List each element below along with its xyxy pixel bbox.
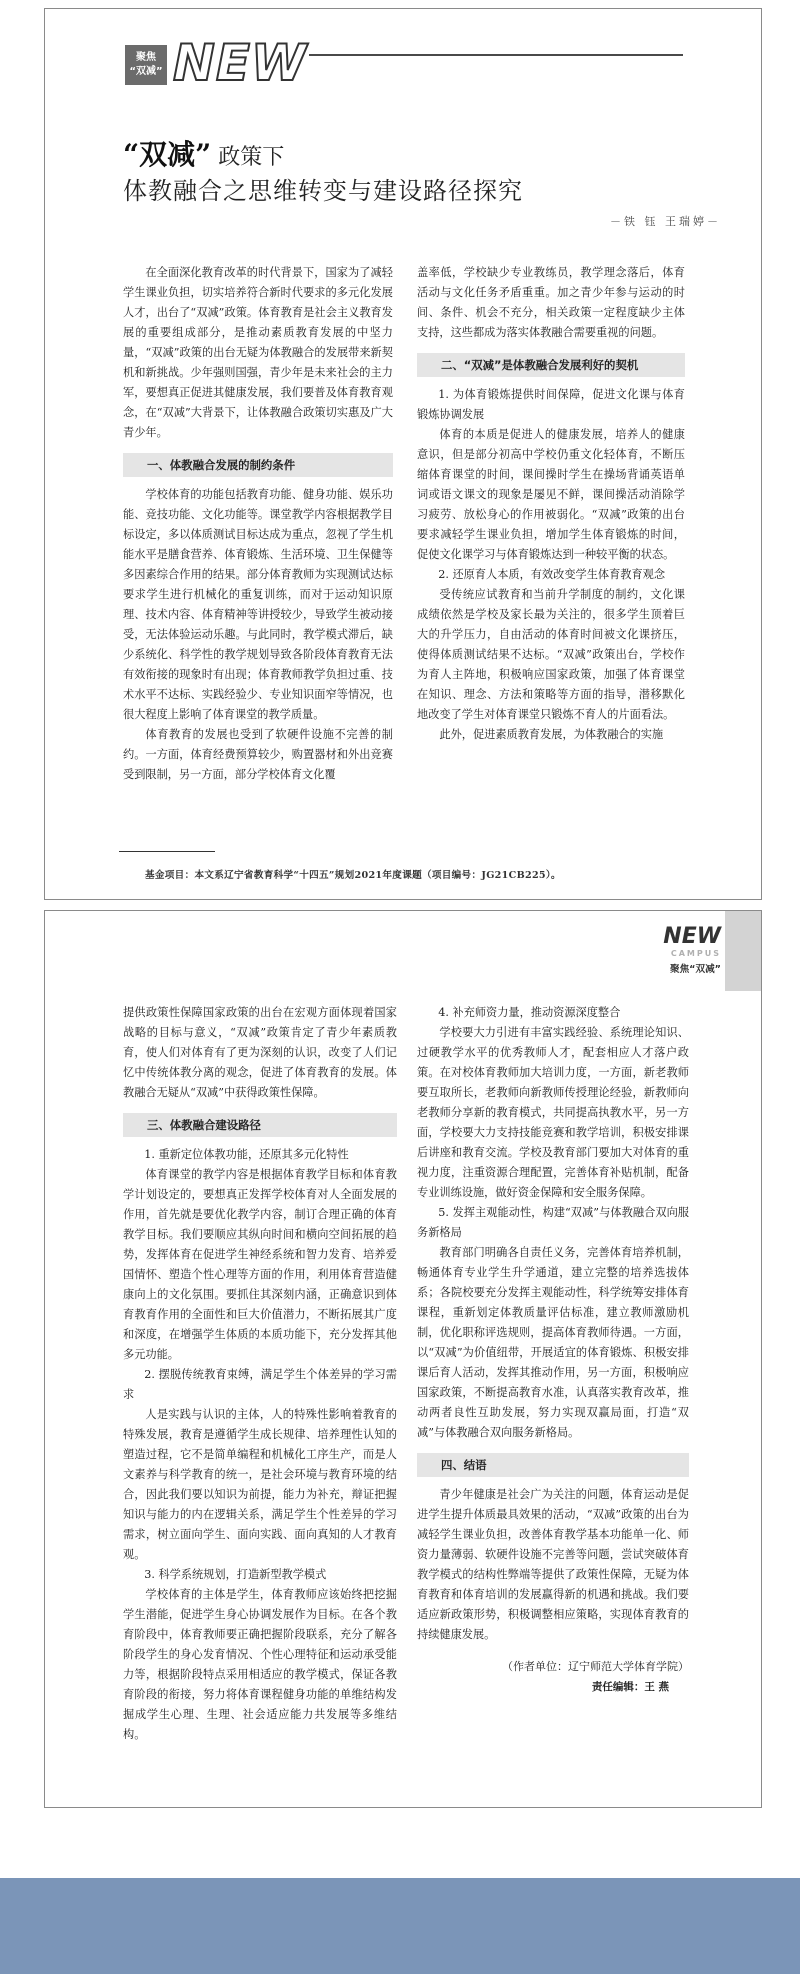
paragraph: 盖率低，学校缺少专业教练员，教学理念落后，体育活动与文化任务矛盾重重。加之青少年参与运动的时间、条件、机会不充分，相关政策一定程度缺少主体支持，这些都成为落实体教融合需要重视的问题。 [417, 266, 685, 339]
bottom-band [0, 1878, 800, 1974]
article-page-2 [44, 910, 762, 1808]
paragraph: 此外，促进素质教育发展，为体教融合的实施 [439, 728, 664, 741]
subsection-heading: 3. 科学系统规划，打造新型教学模式 [144, 1568, 327, 1581]
subsection-heading: 1. 重新定位体教功能，还原其多元化特性 [144, 1148, 349, 1161]
section-heading: 四、结语 [417, 1453, 689, 1477]
focus-tag: 聚焦 “双减” [125, 45, 167, 85]
paragraph: 学校要大力引进有丰富实践经验、系统理论知识、过硬教学水平的优秀教师人才，配套相应人才落户政策。在对校体育教师加大培训力度，一方面，新老教师要互取所长，老教师向新教师传授理论经验，新教师向老教师分享新的教育模式，共同提高执教水平，另一方面，学校要大力支持技能竞赛和教学培训，积极安排课后讲座和教育交流。学校及教育部门要加大对体育的重视力度，注重资源合理配置，完善体育补贴机制，配备专业训练设施，做好资金保障和安全服务保障。 [417, 1026, 689, 1199]
title-quote: “双减” [123, 138, 212, 171]
paragraph: 教育部门明确各自责任义务，完善体育培养机制，畅通体育专业学生升学通道，建立完整的培养选拔体系；各院校要充分发挥主观能动性，科学统筹安排体育课程，重新划定体教质量评估标准，建立教师激励机制，优化职称评选规则，提高体育教师待遇。一方面，以“双减”为价值纽带，开展适宜的体育锻炼、积极安排课后育人活动，发挥其推动作用，另一方面，积极响应国家政策，不断提高教育水准，认真落实教育改革，推动两者良性互助发展，努力实现双赢局面，打造“双减”与体教融合双向服务新格局。 [417, 1246, 689, 1439]
new-logo: NEW [173, 34, 308, 92]
paragraph: 体育课堂的教学内容是根据体育教学目标和体育教学计划设定的，要想真正发挥学校体育对人全面发展的作用，首先就是要优化教学内容，制订合理正确的体育教学目标。我们要顺应其纵向时间和横向空间拓展的趋势，发挥体育在促进学生神经系统和智力发育、培养爱国情怀、塑造个性心理等方面的作用，利用体育营造健康向上的文化氛围。要抓住其深刻内涵，正确意识到体育教育作用的全面性和巨大价值潜力，不断拓展其广度和深度，在增强学生体质的本质功能下，充分发挥其他多元功能。 [123, 1168, 397, 1361]
section-heading: 一、体教融合发展的制约条件 [123, 453, 393, 477]
subsection-heading: 2. 摆脱传统教育束缚，满足学生个体差异的学习需求 [123, 1368, 397, 1401]
subsection-heading: 4. 补充师资力量，推动资源深度整合 [438, 1006, 621, 1019]
paragraph: 学校体育的主体是学生，体育教师应该始终把挖掘学生潜能，促进学生身心协调发展作为目标。在各个教育阶段中，体育教师要正确把握阶段联系，充分了解各阶段学生的身心发育情况、个性心理特征和运动承受能力等，根据阶段特点采用相适应的教学模式，保证各教育阶段的衔接，努力将体育课程健身功能的单维结构发掘成学生心理、生理、社会适应能力共发展等多维结构。 [123, 1588, 397, 1741]
paragraph: 青少年健康是社会广为关注的问题，体育运动是促进学生提升体质最具效果的活动，“双减”政策的出台为减轻学生课业负担，改善体育教学基本功能单一化、师资力量薄弱、软硬件设施不完善等问题，尝试突破体育教学模式的结构性弊端等提供了政策性保障，无疑为体育教育和体育培训的发展赢得新的机遇和挑战。我们要适应新政策形势，积极调整相应策略，实现体育教育的持续健康发展。 [417, 1488, 689, 1641]
paragraph: 学校体育的功能包括教育功能、健身功能、娱乐功能、竞技功能、文化功能等。课堂教学内容根据教学目标设定，多以体质测试目标达成为重点，忽视了学生机能水平是膳食营养、体育锻炼、生活环境、卫生保健等多因素综合作用的结果。部分体育教师为实现测试达标要求学生进行机械化的重复训练，而对于运动知识原理、技术内容、体育精神等讲授较少，导致学生被动接受，无法体验运动乐趣。与此同时，教学模式滞后，缺少系统化、科学性的教学规划导致各阶段体育教育无法有效衔接的现象时有出现；体育教师教学负担过重、技术水平不达标、实践经验少、专业知识面窄等情况，也很大程度上影响了体育课堂的教学质量。 [123, 488, 393, 721]
byline: －铁 钰 王瑞婷－ [610, 215, 721, 228]
header-rule [309, 54, 683, 56]
page1-left-column [123, 263, 393, 785]
section-heading: 二、“双减”是体教融合发展利好的契机 [417, 353, 685, 377]
subsection-heading: 1. 为体育锻炼提供时间保障，促进文化课与体育锻炼协调发展 [417, 388, 685, 421]
new-logo-small: NEW [663, 924, 721, 949]
article-title-line2: 体教融合之思维转变与建设路径探究 [123, 177, 523, 205]
page1-right-column [417, 263, 685, 745]
paragraph: 人是实践与认识的主体，人的特殊性影响着教育的特殊发展，教育是遵循学生成长规律、培养理性认知的塑造过程，它不是简单编程和机械化工序生产，而是人文素养与科学教育的统一，是社会环境与教育环境的结合，因此我们要以知识为前提，能力为补充，辩证把握知识与能力的内在逻辑关系，满足学生个性差异的学习需求，树立面向学生、面向实践、面向真知的人才教育观。 [123, 1408, 397, 1561]
article-title-line1 [123, 133, 284, 173]
paragraph: 受传统应试教育和当前升学制度的制约，文化课成绩依然是学校及家长最为关注的，很多学生顶着巨大的升学压力，自由活动的体育时间被文化课挤压，使得体质测试结果不达标。“双减”政策出台，学校作为育人主阵地，积极响应国家政策，加强了体育课堂在知识、理念、方法和策略等方面的指导，潜移默化地改变了学生对体育课堂只锻炼不育人的片面看法。 [417, 588, 685, 721]
paragraph: 提供政策性保障国家政策的出台在宏观方面体现着国家战略的目标与意义，“双减”政策肯定了青少年素质教育，使人们对体育有了更为深刻的认识，改变了人们记忆中传统体教分离的观念，促进了体育教育的发展。体教融合无疑从“双减”中获得政策性保障。 [123, 1006, 397, 1099]
responsible-editor: 责任编辑：王 燕 [591, 1681, 669, 1693]
page2-right-column [417, 1003, 689, 1697]
paragraph: 在全面深化教育改革的时代背景下，国家为了减轻学生课业负担，切实培养符合新时代要求的多元化发展人才，出台了“双减”政策。体育教育是社会主义教育发展的重要组成部分，是推动素质教育发展的中坚力量，“双减”政策的出台无疑为体教融合的发展带来新契机和新挑战。少年强则国强，青少年是未来社会的主力军，要想真正促进其健康发展，我们要普及体育教育观念，在“双减”大背景下，让体教融合政策切实惠及广大青少年。 [123, 266, 393, 439]
title-rest: 政策下 [218, 145, 285, 170]
article-page-1 [44, 8, 762, 900]
subsection-heading: 5. 发挥主观能动性，构建“双减”与体教融合双向服务新格局 [417, 1206, 689, 1239]
page2-left-column [123, 1003, 397, 1745]
paragraph: 体育教育的发展也受到了软硬件设施不完善的制约。一方面，体育经费预算较少，购置器材和外出竞赛受到限制，另一方面，部分学校体育文化覆 [123, 728, 393, 781]
paragraph: 体育的本质是促进人的健康发展，培养人的健康意识，但是部分初高中学校仍重文化轻体育，不断压缩体育课堂的时间，课间操时学生在操场背诵英语单词或语文课文的现象是屡见不鲜，课间操活动消除学习疲劳、放松身心的作用被弱化。“双减”政策的出台要求减轻学生课业负担，增加学生体育锻炼的时间，促使文化课学习与体育锻炼达到一种较平衡的状态。 [417, 428, 685, 561]
section-label: 聚焦“双减” [670, 964, 721, 975]
footnote-rule [119, 851, 215, 852]
funding-note: 基金项目：本文系辽宁省教育科学“十四五”规划2021年度课题（项目编号：JG21CB225）。 [145, 870, 561, 881]
author-affiliation: （作者单位：辽宁师范大学体育学院） [502, 1660, 689, 1673]
subsection-heading: 2. 还原育人本质，有效改变学生体育教育观念 [438, 568, 666, 581]
campus-label: CAMPUS [670, 949, 721, 958]
page-tab-decoration [725, 911, 761, 991]
section-heading: 三、体教融合建设路径 [123, 1113, 397, 1137]
